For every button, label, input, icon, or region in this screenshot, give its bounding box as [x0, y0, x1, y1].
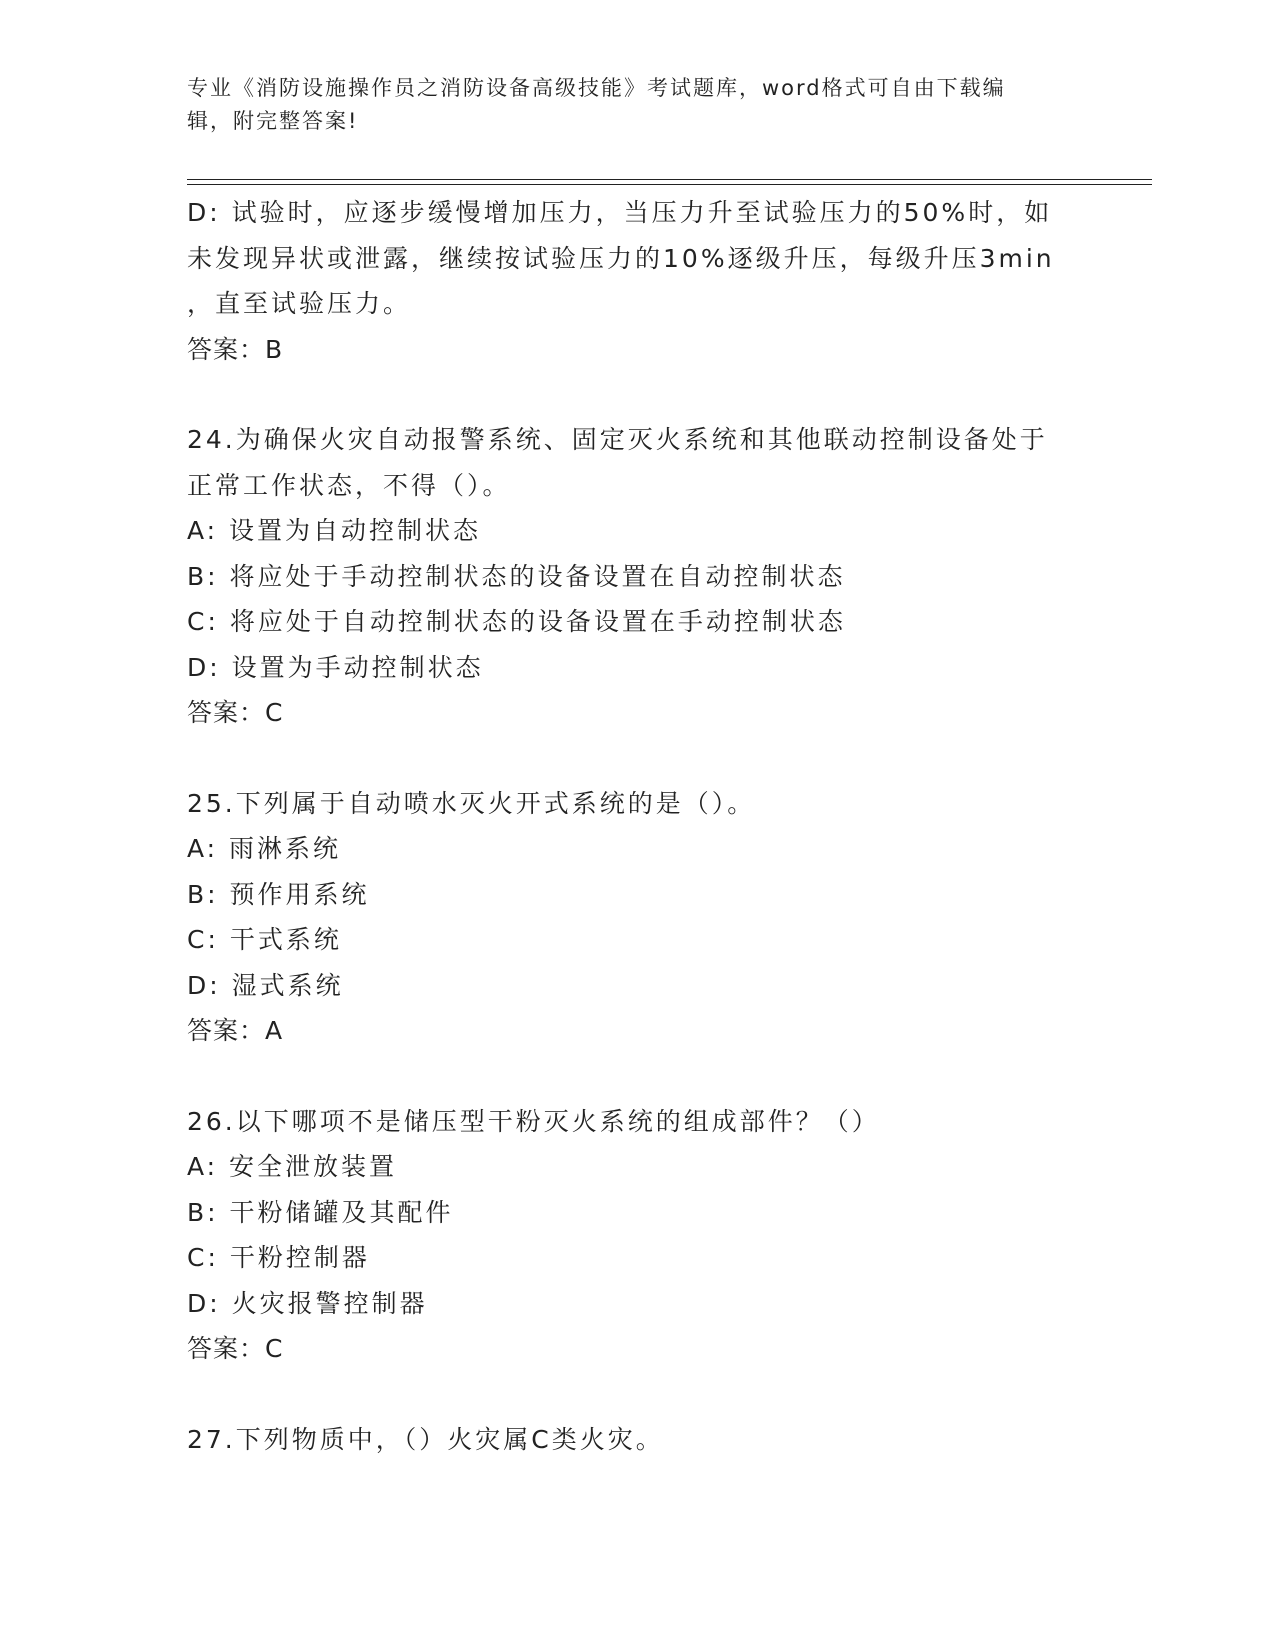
- question-content: [187, 190, 1117, 1462]
- question-25: [187, 781, 1117, 1054]
- question-26: [187, 1099, 1117, 1372]
- spacer: [187, 736, 1117, 781]
- option-a: A: 雨淋系统: [187, 834, 342, 863]
- spacer: [187, 372, 1117, 417]
- option-d: D: 火灾报警控制器: [187, 1288, 428, 1318]
- option-c: C: 干粉控制器: [187, 1243, 370, 1272]
- question-24: [187, 417, 1117, 736]
- option-c: C: 干式系统: [187, 925, 342, 954]
- question-stem: 26.以下哪项不是储压型干粉灭火系统的组成部件？（）: [187, 1106, 880, 1136]
- question-stem-continued: 正常工作状态，不得（）。: [187, 470, 511, 500]
- question-stem: 25.下列属于自动喷水灭火开式系统的是（）。: [187, 788, 756, 818]
- question-27: [187, 1417, 1117, 1463]
- carryover-answer: 答案：B: [187, 334, 284, 364]
- answer: 答案：A: [187, 1016, 284, 1045]
- carryover-option-line-2: 未发现异状或泄露，继续按试验压力的10%逐级升压，每级升压3min: [187, 243, 1055, 273]
- option-b: B: 预作用系统: [187, 879, 370, 909]
- question-stem: 24.为确保火灾自动报警系统、固定灭火系统和其他联动控制设备处于: [187, 425, 1048, 454]
- document-header: [187, 72, 1067, 138]
- carryover-option-line-1: D: 试验时，应逐步缓慢增加压力，当压力升至试验压力的50%时，如: [187, 198, 1053, 227]
- header-divider-top: [187, 179, 1152, 180]
- spacer: [187, 1054, 1117, 1099]
- carryover-block: [187, 190, 1117, 372]
- header-divider-bottom: [187, 184, 1152, 185]
- option-b: B: 将应处于手动控制状态的设备设置在自动控制状态: [187, 561, 846, 591]
- header-line-2: 辑，附完整答案!: [187, 109, 359, 133]
- option-a: A: 设置为自动控制状态: [187, 516, 482, 545]
- option-a: A: 安全泄放装置: [187, 1152, 398, 1181]
- question-stem: 27.下列物质中，（）火灾属C类火灾。: [187, 1424, 664, 1454]
- option-d: D: 湿式系统: [187, 970, 344, 1000]
- answer: 答案：C: [187, 698, 284, 727]
- option-d: D: 设置为手动控制状态: [187, 652, 484, 682]
- option-b: B: 干粉储罐及其配件: [187, 1197, 454, 1227]
- spacer: [187, 1372, 1117, 1417]
- option-c: C: 将应处于自动控制状态的设备设置在手动控制状态: [187, 607, 846, 636]
- carryover-option-line-3: ，直至试验压力。: [187, 289, 412, 318]
- header-line-1: 专业《消防设施操作员之消防设备高级技能》考试题库，word格式可自由下载编: [187, 76, 1006, 100]
- answer: 答案：C: [187, 1334, 284, 1363]
